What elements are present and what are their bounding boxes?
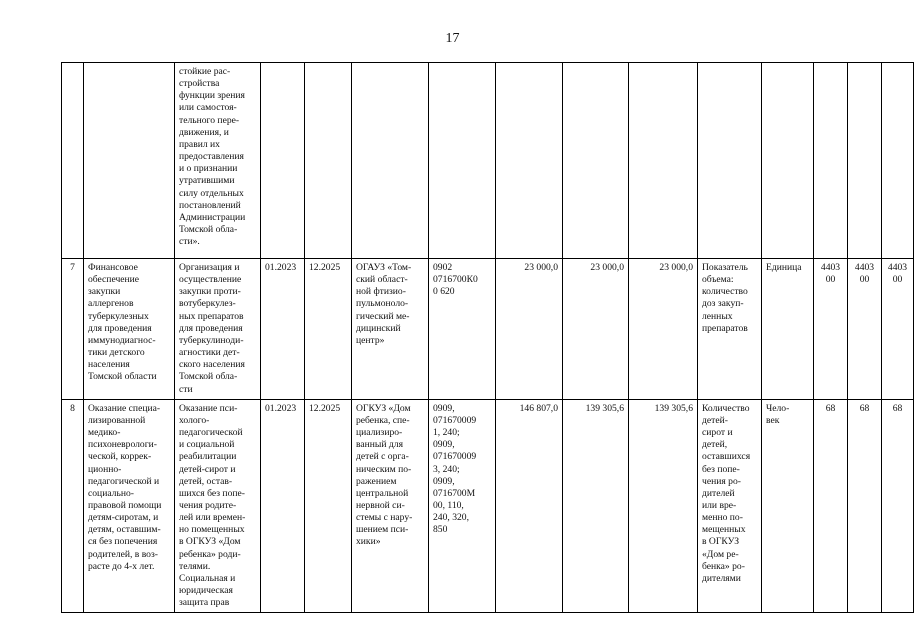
cell-indicator: Показатель объема: количество доз закуп- ленных препаратов <box>698 259 762 400</box>
cell-kbk: 0902 0716700К0 0 620 <box>429 259 496 400</box>
cell-unit <box>762 63 814 259</box>
cell-value-2 <box>848 63 882 259</box>
cell-executor <box>352 63 429 259</box>
cell-value-3: 4403 00 <box>882 259 914 400</box>
program-activities-table <box>61 62 914 613</box>
cell-activity-name: Финансовое обеспечение закупки аллергенов туберкулезных для проведения иммунодиагнос- тики детского населения Томской области <box>84 259 175 400</box>
cell-value-1: 4403 00 <box>814 259 848 400</box>
cell-start <box>261 63 305 259</box>
cell-funding-2: 23 000,0 <box>629 259 698 400</box>
cell-total: 146 807,0 <box>496 399 563 613</box>
cell-executor: ОГАУЗ «Том- ский област- ной фтизио- пульмоноло- гический ме- дицинский центр» <box>352 259 429 400</box>
cell-value-3 <box>882 63 914 259</box>
cell-value-2: 68 <box>848 399 882 613</box>
cell-no: 8 <box>62 399 84 613</box>
table-row-continuation <box>62 63 914 259</box>
cell-end <box>305 63 352 259</box>
cell-total <box>496 63 563 259</box>
cell-no: 7 <box>62 259 84 400</box>
cell-funding-2 <box>629 63 698 259</box>
table-row-8 <box>62 399 914 613</box>
cell-basis: Оказание пси- холого- педагогической и социальной реабилитации детей-сирот и детей, остав- шихся без попе- чения родите- лей или времен- но помещенных в ОГКУЗ «Дом ребенка» роди- телями. Социальная и юридическая защита прав <box>175 399 261 613</box>
cell-kbk: 0909, 071670009 1, 240; 0909, 071670009 3, 240; 0909, 0716700М 00, 110, 240, 320, 850 <box>429 399 496 613</box>
cell-start: 01.2023 <box>261 399 305 613</box>
cell-unit: Единица <box>762 259 814 400</box>
cell-basis: Организация и осуществление закупки проти- вотуберкулез- ных препаратов для проведения туберкулинoди- агностики дет- ского населения Томской обла- сти <box>175 259 261 400</box>
cell-funding-1: 23 000,0 <box>563 259 629 400</box>
cell-value-1 <box>814 63 848 259</box>
cell-activity-name: Оказание специа- лизированной медико- психоневрологи- ческой, коррек- ционно- педагогической и социально- правовой помощи детям-сиротам, и детям, оставшим- ся без попечения родителей, в воз- расте до 4-х лет. <box>84 399 175 613</box>
cell-kbk <box>429 63 496 259</box>
cell-no <box>62 63 84 259</box>
cell-activity-name <box>84 63 175 259</box>
cell-value-3: 68 <box>882 399 914 613</box>
cell-start: 01.2023 <box>261 259 305 400</box>
cell-value-1: 68 <box>814 399 848 613</box>
cell-funding-1: 139 305,6 <box>563 399 629 613</box>
cell-basis: стойкие рас- стройства функции зрения или самостоя- тельного пере- движения, и правил их предоставления и о признании утратившими силу отдельных постановлений Администрации Томской обла- сти». <box>175 63 261 259</box>
cell-funding-1 <box>563 63 629 259</box>
cell-unit: Чело- век <box>762 399 814 613</box>
cell-total: 23 000,0 <box>496 259 563 400</box>
page-number: 17 <box>445 31 460 46</box>
cell-funding-2: 139 305,6 <box>629 399 698 613</box>
cell-indicator <box>698 63 762 259</box>
cell-end: 12.2025 <box>305 399 352 613</box>
cell-end: 12.2025 <box>305 259 352 400</box>
cell-value-2: 4403 00 <box>848 259 882 400</box>
cell-indicator: Количество детей- сирот и детей, оставшихся без попе- чения ро- дителей или вре- менно по- мещенных в ОГКУЗ «Дом ре- бенка» ро- дителями <box>698 399 762 613</box>
cell-executor: ОГКУЗ «Дом ребенка, спе- циализиро- ванный для детей с орга- ническим по- ражением центральной нервной си- стемы с нару- шением пси- хики» <box>352 399 429 613</box>
table-row-7 <box>62 259 914 400</box>
